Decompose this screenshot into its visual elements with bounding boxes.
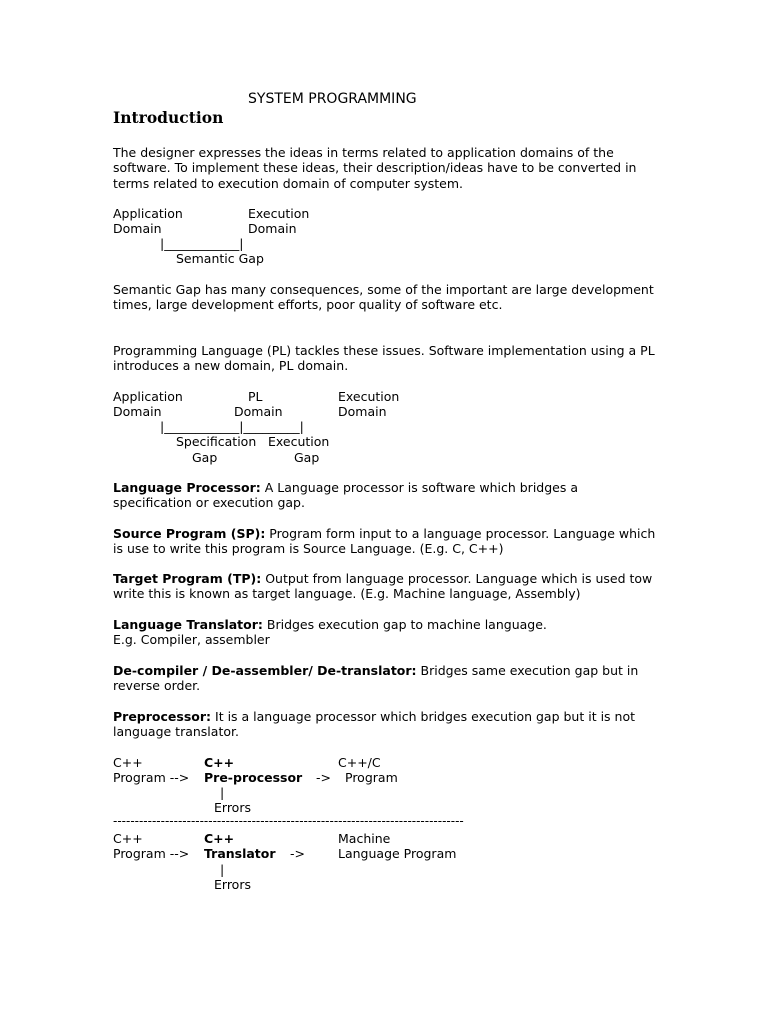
diagram1-left-top: Application: [113, 206, 183, 221]
definition-text: Bridges same execution gap but in reverse order.: [113, 663, 639, 694]
flow2-input-top: C++: [113, 831, 143, 846]
flow2-pipe: |: [220, 862, 225, 877]
diagram2-col1-bottom: Domain: [113, 404, 162, 419]
definition-term: Target Program (TP):: [113, 571, 262, 586]
flow2-output-bottom: Language Program: [338, 846, 457, 861]
definition-text: Output from language processor. Language which is used tow write this is known as target language. (E.g. Machine language, Assembly): [113, 571, 653, 602]
flow1-output-bottom: Program: [345, 770, 398, 785]
intro-paragraph: The designer expresses the ideas in terms related to application domains of the software. To implement these ideas, their description/ideas have to be converted in terms related to execution domain of computer system.: [113, 145, 637, 191]
flow1-pipe: |: [220, 785, 225, 800]
diagram2-col2-bottom: Domain: [234, 404, 283, 419]
definition-text: Program form input to a language processor. Language which is use to write this program is Source Language. (E.g. C, C++): [113, 526, 656, 557]
definition-term: Language Translator:: [113, 617, 263, 632]
diagram1-left-bottom: Domain: [113, 221, 162, 236]
diagram2-gap1-top: Specification: [176, 434, 257, 449]
definition-text: A Language processor is software which bridges a specification or execution gap.: [113, 480, 579, 511]
definition-source-program: [113, 526, 658, 557]
definition-term: De-compiler / De-assembler/ De-translator:: [113, 663, 417, 678]
diagram1-right-top: Execution: [248, 206, 310, 221]
section-heading: Introduction: [113, 108, 224, 127]
flow1-processor-top: C++: [204, 755, 235, 770]
definition-target-program: [113, 571, 658, 602]
diagram1-gap-label: Semantic Gap: [176, 251, 264, 266]
flow2-output-top: Machine: [338, 831, 391, 846]
diagram1-bracket: |____________|: [160, 236, 244, 251]
diagram2-col3-bottom: Domain: [338, 404, 387, 419]
definition-text: Bridges execution gap to machine language.: [262, 617, 547, 632]
diagram2-bracket: |____________|_________|: [160, 419, 304, 434]
definition-term: Source Program (SP):: [113, 526, 266, 541]
definition-term: Language Processor:: [113, 480, 261, 495]
diagram1-right-bottom: Domain: [248, 221, 297, 236]
diagram2-gap1-bottom: Gap: [192, 450, 218, 465]
flow1-input-bottom: Program -->: [113, 770, 190, 785]
flow1-errors: Errors: [214, 800, 251, 815]
flow1-arrow-icon: ->: [316, 770, 331, 785]
flow1-output-top: C++/C: [338, 755, 381, 770]
definition-language-translator: [113, 617, 658, 632]
flow2-processor-top: C++: [204, 831, 235, 846]
pl-paragraph: Programming Language (PL) tackles these issues. Software implementation using a PL introduces a new domain, PL domain.: [113, 343, 655, 374]
flow1-processor-bottom: Pre-processor: [204, 770, 303, 785]
definition-decompiler: [113, 663, 658, 694]
section-divider: ---------------------------------------------------------------------------------: [113, 815, 464, 827]
diagram2-col2-top: PL: [248, 389, 263, 404]
flow2-errors: Errors: [214, 877, 251, 892]
semantic-gap-paragraph: Semantic Gap has many consequences, some of the important are large development times, large development efforts, poor quality of software etc.: [113, 282, 654, 313]
flow2-input-bottom: Program -->: [113, 846, 190, 861]
flow2-arrow-icon: ->: [290, 846, 305, 861]
flow2-processor-bottom: Translator: [204, 846, 276, 861]
diagram2-gap2-top: Execution: [268, 434, 330, 449]
definition-language-processor: [113, 480, 658, 511]
diagram2-col3-top: Execution: [338, 389, 400, 404]
diagram2-gap2-bottom: Gap: [294, 450, 320, 465]
diagram2-col1-top: Application: [113, 389, 183, 404]
page-title: SYSTEM PROGRAMMING: [248, 91, 417, 107]
definition-text: It is a language processor which bridges execution gap but it is not language translator.: [113, 709, 635, 740]
definition-term: Preprocessor:: [113, 709, 212, 724]
flow1-input-top: C++: [113, 755, 143, 770]
definition-preprocessor: [113, 709, 658, 740]
translator-example: E.g. Compiler, assembler: [113, 632, 270, 647]
